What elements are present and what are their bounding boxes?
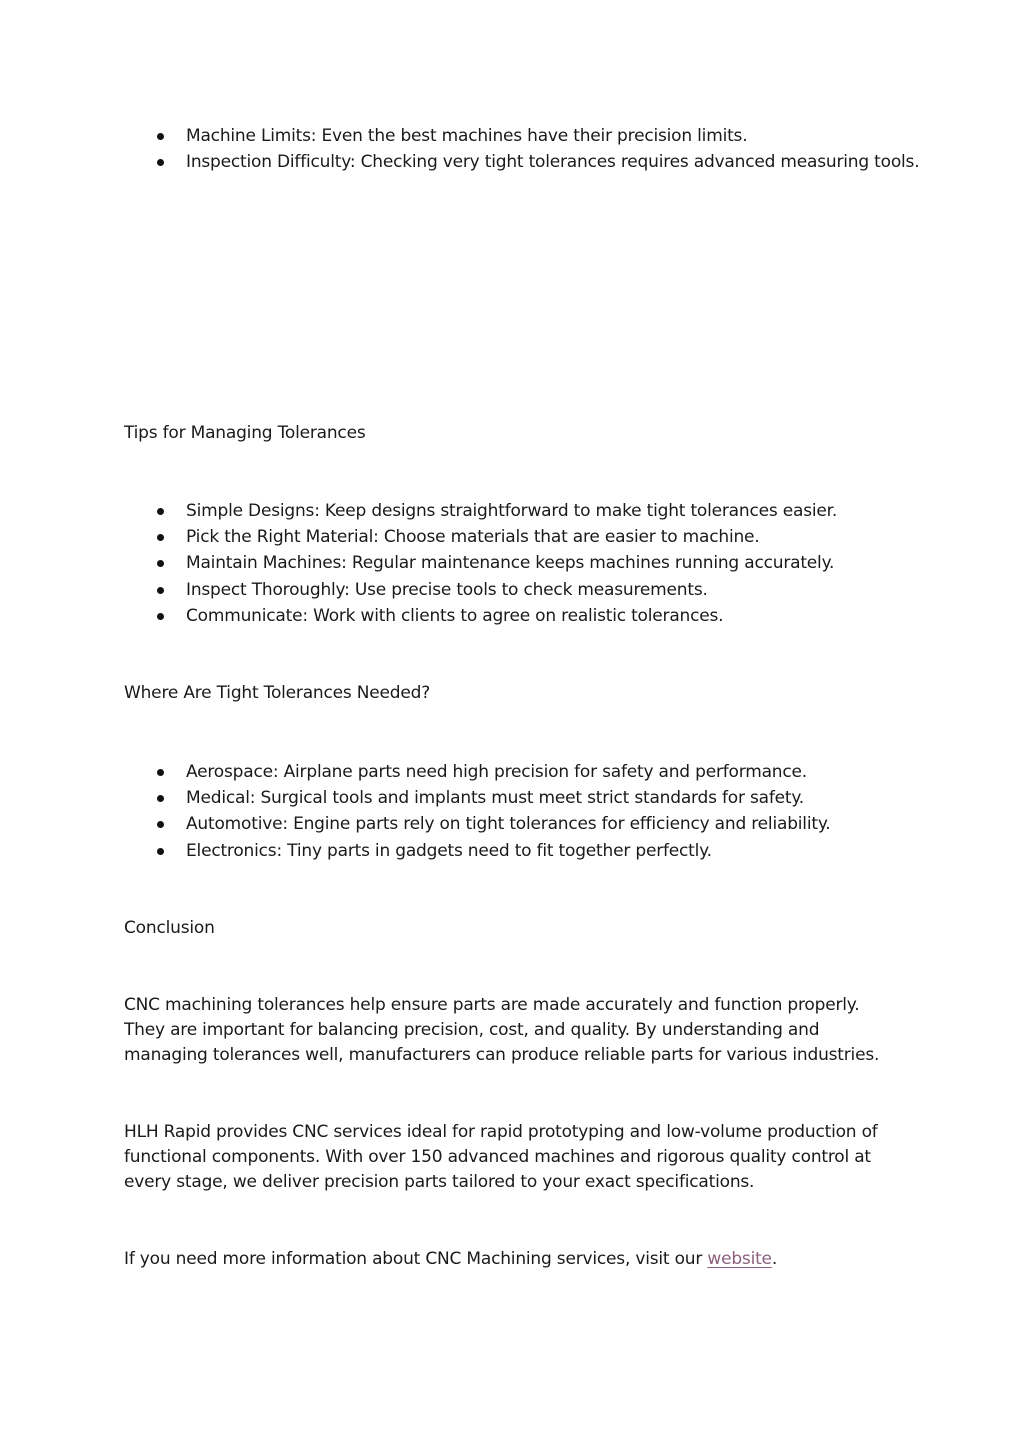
tips-heading: Tips for Managing Tolerances [124,423,366,443]
list-item: Pick the Right Material: Choose materials that are easier to machine. [124,524,837,550]
list-item: Automotive: Engine parts rely on tight tolerances for efficiency and reliability. [124,811,830,837]
list-item: Inspect Thoroughly: Use precise tools to check measurements. [124,577,837,603]
conclusion-paragraph: CNC machining tolerances help ensure parts are made accurately and function properly. They are important for balancing precision, cost, and quality. By understanding and managing tolerances well, manufacturers can produce reliable parts for various industries. [124,995,880,1065]
list-item: Machine Limits: Even the best machines have their precision limits. [124,123,919,149]
conclusion-heading: Conclusion [124,918,215,938]
company-paragraph: HLH Rapid provides CNC services ideal for rapid prototyping and low-volume production of functional components. With over 150 advanced machines and rigorous quality control at every stage, we deliver precision parts tailored to your exact specifications. [124,1122,878,1192]
website-link[interactable]: website [707,1249,772,1269]
list-item: Maintain Machines: Regular maintenance keeps machines running accurately. [124,550,837,576]
cta-period: . [771,1249,778,1269]
limitations-list [124,123,919,175]
list-item: Electronics: Tiny parts in gadgets need to fit together perfectly. [124,838,830,864]
industries-list [124,759,830,864]
list-item: Aerospace: Airplane parts need high precision for safety and performance. [124,759,830,785]
where-heading: Where Are Tight Tolerances Needed? [124,683,431,703]
cta-paragraph [124,1247,904,1272]
list-item: Communicate: Work with clients to agree on realistic tolerances. [124,603,837,629]
cta-text: If you need more information about CNC Machining services, visit our [124,1249,708,1269]
list-item: Simple Designs: Keep designs straightforward to make tight tolerances easier. [124,498,837,524]
list-item: Medical: Surgical tools and implants must meet strict standards for safety. [124,785,830,811]
tips-list [124,498,837,629]
list-item: Inspection Difficulty: Checking very tight tolerances requires advanced measuring tools. [124,149,919,175]
